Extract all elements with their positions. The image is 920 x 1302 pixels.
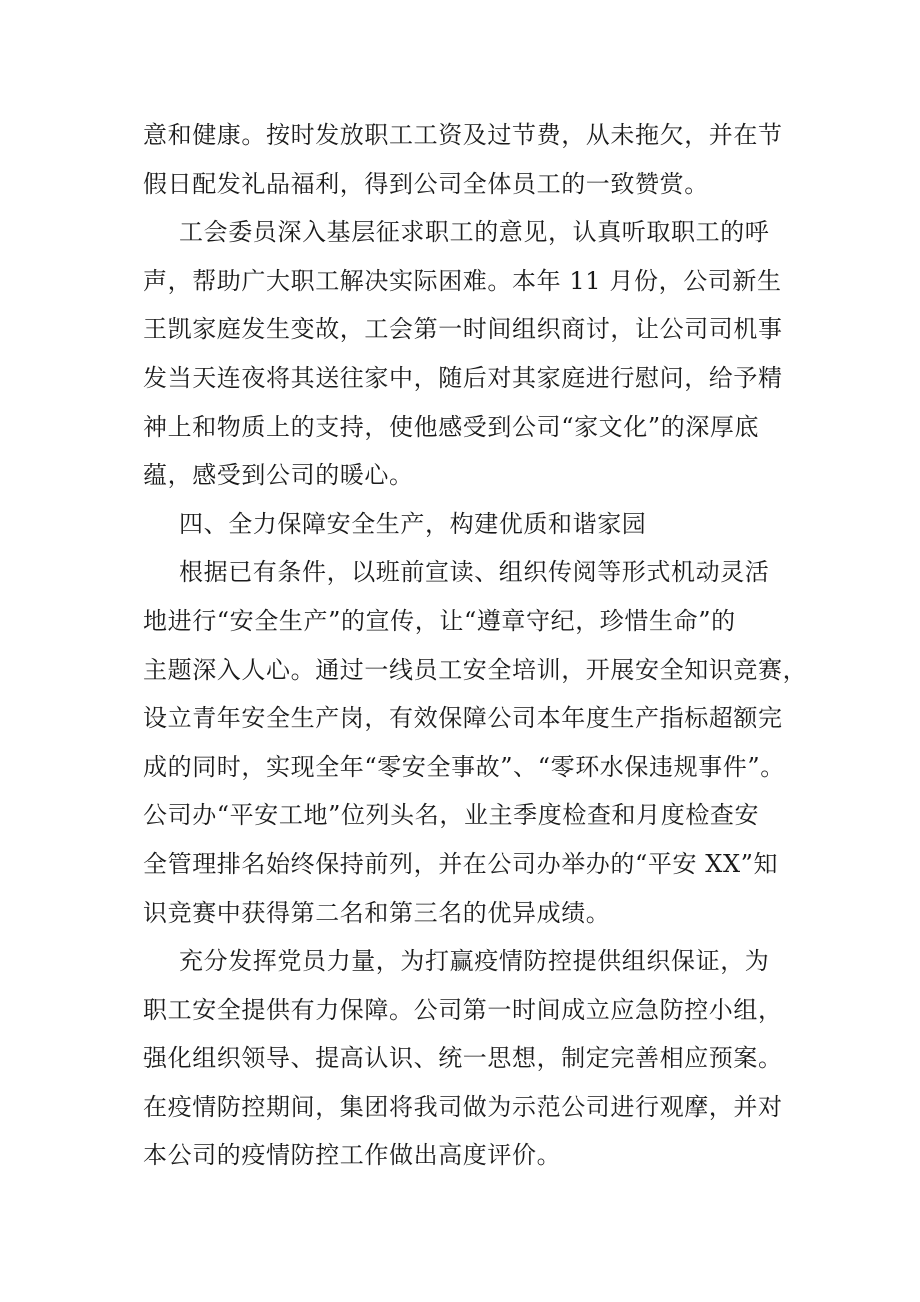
text-line: 全管理排名始终保持前列，并在公司办举办的“平安 XX”知 xyxy=(143,849,779,878)
text-line: 神上和物质上的支持，使他感受到公司“家文化”的深厚底 xyxy=(143,412,760,441)
text-line: 设立青年安全生产岗，有效保障公司本年度生产指标超额完 xyxy=(143,704,783,733)
text-line: 意和健康。按时发放职工工资及过节费，从未拖欠，并在节 xyxy=(143,121,783,149)
text-line: 识竞赛中获得第二名和第三名的优异成绩。 xyxy=(143,898,611,927)
text-line: 公司办“平安工地”位列头名，业主季度检查和月度检查安 xyxy=(143,801,760,830)
text-line: 声，帮助广大职工解决实际困难。本年 11 月份，公司新生 xyxy=(143,266,782,295)
text-line: 在疫情防控期间，集团将我司做为示范公司进行观摩，并对 xyxy=(143,1092,783,1121)
paragraph-start-line: 工会委员深入基层征求职工的意见，认真听取职工的呼 xyxy=(179,218,770,247)
paragraph-start-line: 充分发挥党员力量，为打赢疫情防控提供组织保证，为 xyxy=(179,947,770,976)
text-line: 主题深入人心。通过一线员工安全培训，开展安全知识竞赛， xyxy=(143,655,808,684)
text-line: 成的同时，实现全年“零安全事故”、“零环水保违规事件”。 xyxy=(143,752,785,781)
text-line: 假日配发礼品福利，得到公司全体员工的一致赞赏。 xyxy=(143,169,709,198)
document-body xyxy=(143,111,808,1180)
text-line: 强化组织领导、提高认识、统一思想，制定完善相应预案。 xyxy=(143,1044,783,1073)
text-line: 发当天连夜将其送往家中，随后对其家庭进行慰问，给予精 xyxy=(143,363,783,392)
text-line: 王凯家庭发生变故，工会第一时间组织商讨，让公司司机事 xyxy=(143,315,783,344)
text-line: 蕴，感受到公司的暖心。 xyxy=(143,461,414,490)
text-line: 本公司的疫情防控工作做出高度评价。 xyxy=(143,1141,562,1170)
section-heading: 四、全力保障安全生产，构建优质和谐家园 xyxy=(179,509,647,538)
paragraph-start-line: 根据已有条件，以班前宣读、组织传阅等形式机动灵活 xyxy=(179,558,770,587)
text-line: 地进行“安全生产”的宣传，让“遵章守纪，珍惜生命”的 xyxy=(143,606,736,635)
text-line: 职工安全提供有力保障。公司第一时间成立应急防控小组， xyxy=(143,995,783,1024)
